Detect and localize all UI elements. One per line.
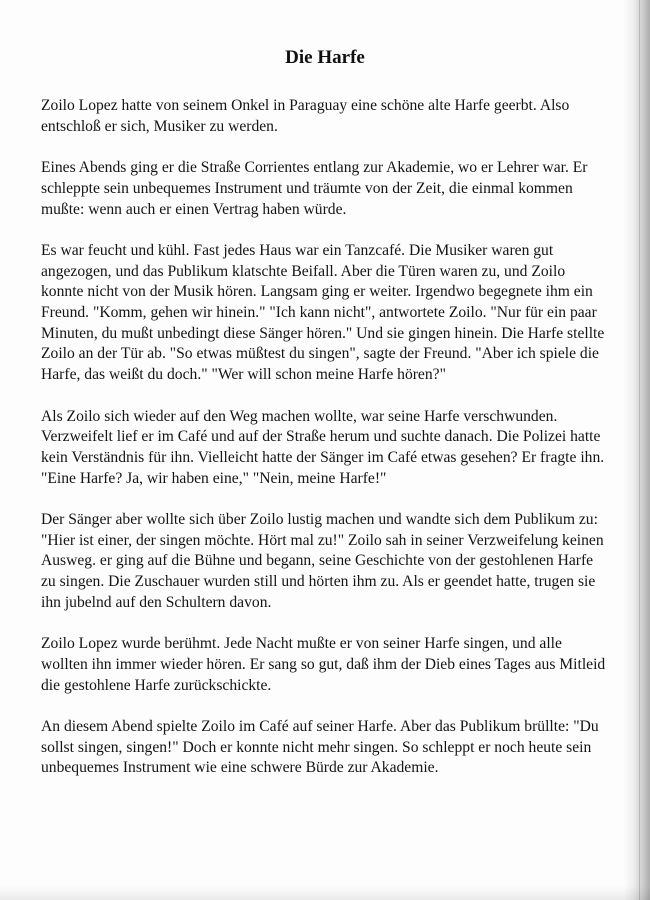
page-edge-shadow [624,0,650,900]
paragraph-5: Der Sänger aber wollte sich über Zoilo lustig machen und wandte sich dem Publikum zu: "Hier ist einer, der singen möchte. Hört mal zu!" Zoilo sah in seiner Verzweifelung keinen Ausweg. er ging auf die Bühne und begann, seine Geschichte von der gestohlenen Harfe zu singen. Die Zuschauer wurden still und hörten ihm zu. Als er geendet hatte, trugen sie ihn jubelnd auf den Schultern davon. [41,511,604,611]
page-bottom-shadow [0,886,650,900]
document-title: Die Harfe [285,47,365,68]
paragraph-6: Zoilo Lopez wurde berühmt. Jede Nacht mußte er von seiner Harfe singen, und alle wollten ihn immer wieder hören. Er sang so gut, daß ihm der Dieb eines Tages aus Mitleid die gestohlene Harfe zurückschickte. [41,635,606,694]
paragraph-7: An diesem Abend spielte Zoilo im Café auf seiner Harfe. Aber das Publikum brüllte: "Du sollst singen, singen!" Doch er konnte nicht mehr singen. So schleppt er noch heute sein unbequemes Instrument wie eine schwere Bürde zur Akademie. [41,718,599,777]
document-body [41,96,606,800]
page-edge-line [639,0,640,900]
paragraph-3: Es war feucht und kühl. Fast jedes Haus war ein Tanzcafé. Die Musiker waren gut angezogen, und das Publikum klatschte Beifall. Aber die Türen waren zu, und Zoilo konnte nicht von der Musik hören. Langsam ging er weiter. Irgendwo begegnete ihm ein Freund. "Komm, gehen wir hinein." "Ich kann nicht", antwortete Zoilo. "Nur für ein paar Minuten, du mußt unbedingt diese Sänger hören." Und sie gingen hinein. Die Harfe stellte Zoilo an der Tür ab. "So etwas müßtest du singen", sagte der Freund. "Aber ich spiele die Harfe, das weißt du doch." "Wer will schon meine Harfe hören?" [41,241,605,384]
paragraph-2: Eines Abends ging er die Straße Corrientes entlang zur Akademie, wo er Lehrer war. Er schleppte sein unbequemes Instrument und träumte von der Zeit, die einmal kommen mußte: wenn auch er einen Vertrag haben würde. [41,159,588,218]
paragraph-4: Als Zoilo sich wieder auf den Weg machen wollte, war seine Harfe verschwunden. Verzweifelt lief er im Café und auf der Straße herum und suchte danach. Die Polizei hatte kein Verständnis für ihn. Vielleicht hatte der Sänger im Café etwas gesehen? Er fragte ihn. "Eine Harfe? Ja, wir haben eine," "Nein, meine Harfe!" [41,407,605,487]
paragraph-1: Zoilo Lopez hatte von seinem Onkel in Paraguay eine schöne alte Harfe geerbt. Also entschloß er sich, Musiker zu werden. [41,97,570,135]
